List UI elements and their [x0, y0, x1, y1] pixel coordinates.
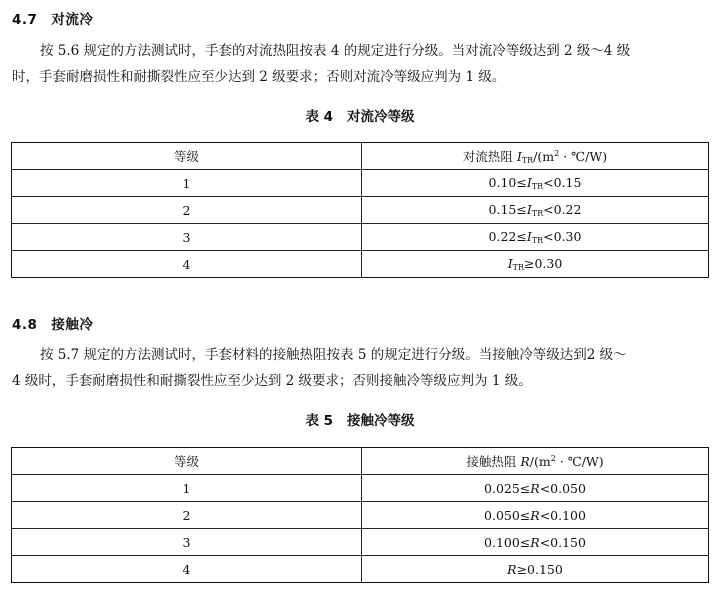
grade-cell: 2	[12, 197, 362, 224]
grade-cell: 4	[12, 556, 362, 583]
header-thermal-resistance: 接触热阻 $R/(m^2$ · ℃/W)	[362, 448, 709, 475]
range-cell: 0.100≤R<0.150	[362, 529, 709, 556]
grade-cell: 3	[12, 224, 362, 251]
section-4-8-paragraph	[12, 342, 712, 394]
table-row	[12, 556, 709, 583]
header-grade: 等级	[12, 143, 362, 170]
table-row	[12, 251, 709, 278]
grade-cell: 3	[12, 529, 362, 556]
section-4-7-heading	[12, 8, 93, 28]
range-cell: 0.050≤R<0.100	[362, 502, 709, 529]
table-row	[12, 224, 709, 251]
range-cell: $0.15\le I_{TR}<0.22$	[362, 197, 709, 224]
section-title: 对流冷	[51, 12, 94, 28]
grade-cell: 1	[12, 170, 362, 197]
paragraph-line: 时，手套耐磨损性和耐撕裂性应至少达到 2 级要求；否则对流冷等级应判为 1 级。	[12, 69, 506, 85]
paragraph-line: 按 5.6 规定的方法测试时，手套的对流热阻按表 4 的规定进行分级。当对流冷等级达到 2 级～4 级	[40, 43, 631, 59]
section-4-8-heading	[12, 313, 93, 333]
section-number: 4.7	[12, 12, 38, 28]
grade-cell: 4	[12, 251, 362, 278]
range-cell: 0.025≤R<0.050	[362, 475, 709, 502]
table-row	[12, 529, 709, 556]
table-number: 表 4	[305, 109, 334, 125]
grade-cell: 1	[12, 475, 362, 502]
table-row	[12, 502, 709, 529]
table-header-row	[12, 448, 709, 475]
grade-cell: 2	[12, 502, 362, 529]
range-cell: R≥0.150	[362, 556, 709, 583]
range-cell: $0.10\le I_{TR}<0.15$	[362, 170, 709, 197]
section-number: 4.8	[12, 317, 38, 333]
table-4	[11, 142, 709, 278]
table-5	[11, 447, 709, 583]
table-number: 表 5	[305, 413, 334, 429]
table-5-caption	[0, 409, 720, 429]
range-cell: $0.22\le I_{TR}<0.30$	[362, 224, 709, 251]
table-title: 对流冷等级	[347, 109, 415, 125]
header-grade: 等级	[12, 448, 362, 475]
table-row	[12, 197, 709, 224]
table-header-row	[12, 143, 709, 170]
paragraph-line: 按 5.7 规定的方法测试时，手套材料的接触热阻按表 5 的规定进行分级。当接触冷等级达到2 级～	[40, 347, 627, 363]
header-thermal-resistance: 对流热阻 $I_{TR}/(m^2$ · ℃/W)	[362, 143, 709, 170]
table-row	[12, 475, 709, 502]
table-row	[12, 170, 709, 197]
paragraph-line: 4 级时，手套耐磨损性和耐撕裂性应至少达到 2 级要求；否则接触冷等级应判为 1 级。	[12, 373, 532, 389]
table-title: 接触冷等级	[347, 413, 415, 429]
section-title: 接触冷	[51, 317, 94, 333]
section-4-7-paragraph	[12, 38, 712, 90]
table-4-caption	[0, 105, 720, 125]
range-cell: $I_{TR}\ge 0.30$	[362, 251, 709, 278]
